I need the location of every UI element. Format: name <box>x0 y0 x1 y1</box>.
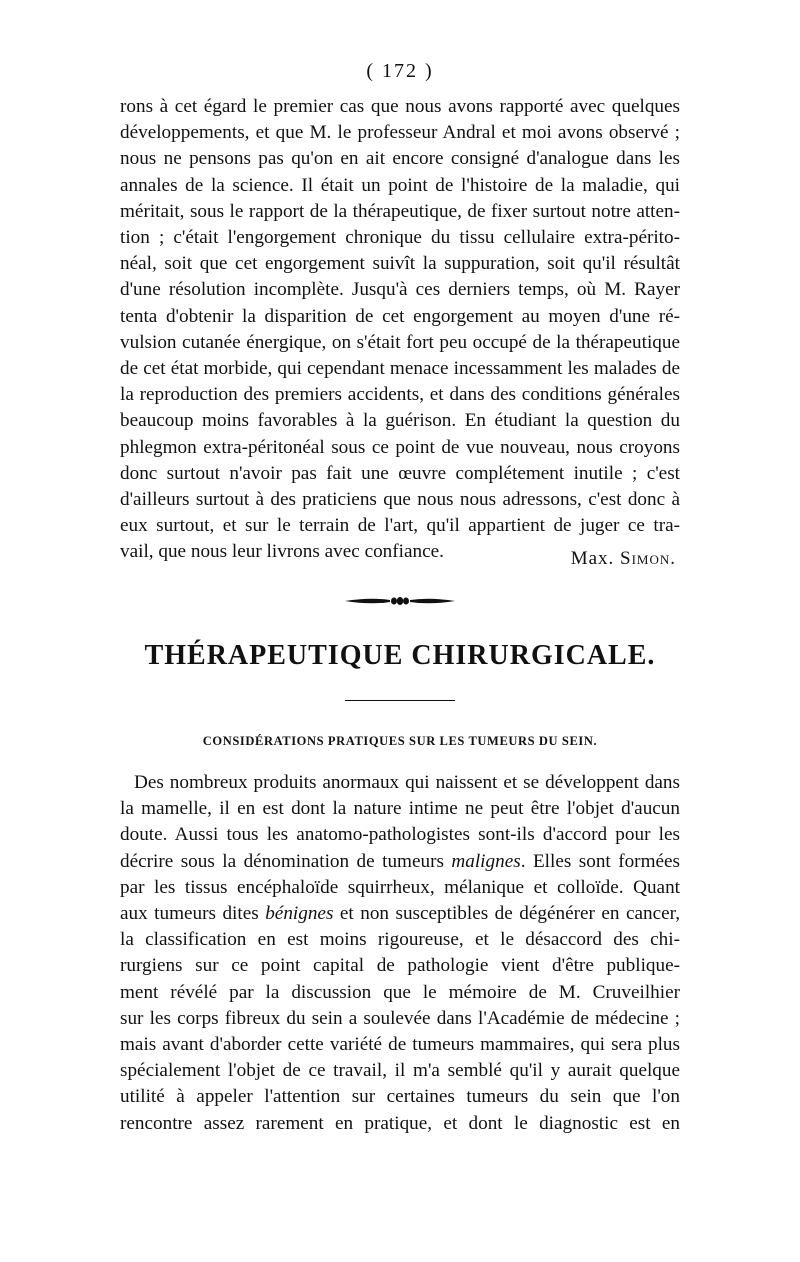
text-line: par les tissus encéphaloïde squirrheux, mélanique et colloïde. Quant <box>120 876 680 898</box>
text-line: doute. Aussi tous les anatomo-pathologistes sont-ils d'accord pour les <box>120 824 680 846</box>
text-line: d'ailleurs surtout à des praticiens que nous nous adressons, c'est donc à <box>120 489 680 511</box>
signature-initials: Max. <box>570 548 615 569</box>
text-line: d'une résolution incomplète. Jusqu'à ces derniers temps, où M. Rayer <box>120 279 680 301</box>
text-line: Des nombreux produits anormaux qui naissent et se développent dans <box>134 772 680 793</box>
text-line: annales de la science. Il était un point de l'histoire de la maladie, qui <box>120 174 680 196</box>
text-line: rurgiens sur ce point capital de pathologie vient d'être publique- <box>120 955 680 977</box>
text-line: nous ne pensons pas qu'on en ait encore consigné d'analogue dans les <box>120 148 680 170</box>
subsection-title: CONSIDÉRATIONS PRATIQUES SUR LES TUMEURS DU SEIN. <box>202 734 598 748</box>
text-segment: aux tumeurs dites <box>120 903 259 925</box>
text-line-with-emphasis <box>120 849 680 875</box>
article-paragraph <box>120 770 680 1137</box>
text-line: utilité à appeler l'attention sur certaines tumeurs du sein que l'on <box>120 1086 680 1108</box>
text-line: spécialement l'objet de ce travail, il m'a semblé qu'il y aurait quelque <box>120 1060 680 1082</box>
text-line: vulsion cutanée énergique, on s'était fort peu occupé de la thérapeutique <box>120 331 680 353</box>
title-rule <box>345 700 455 701</box>
author-signature <box>571 548 676 570</box>
text-line: de cet état morbide, qui cependant menace incessamment les malades de <box>120 358 680 380</box>
text-line: rons à cet égard le premier cas que nous avons rapporté avec quelques <box>120 96 680 117</box>
text-line: beaucoup moins favorables à la guérison. En étudiant la question du <box>120 410 680 432</box>
text-line: tenta d'obtenir la disparition de cet engorgement au moyen d'une ré- <box>120 305 680 327</box>
signature-name: Simon. <box>620 548 676 569</box>
ornamental-divider <box>345 594 455 608</box>
text-segment: décrire sous la dénomination de tumeurs <box>120 850 444 872</box>
page-number: ( 172 ) <box>366 60 434 82</box>
text-line: néal, soit que cet engorgement suivît la suppuration, soit qu'il résultât <box>120 253 680 275</box>
text-line: vail, que nous leur livrons avec confiance. <box>120 541 444 563</box>
closing-paragraph <box>120 94 680 566</box>
text-line: la mamelle, il en est dont la nature intime ne peut être l'objet d'aucun <box>120 798 680 820</box>
text-line: ment révélé par la discussion que le mémoire de M. Cruveilhier <box>120 981 680 1003</box>
text-line: rencontre assez rarement en pratique, et dont le diagnostic est en <box>120 1112 680 1134</box>
text-line: sur les corps fibreux du sein a soulevée dans l'Académie de médecine ; <box>120 1007 680 1029</box>
text-line: développements, et que M. le professeur Andral et moi avons observé ; <box>120 122 680 144</box>
text-line: la reproduction des premiers accidents, et dans des conditions générales <box>120 384 680 406</box>
emphasis-text: malignes <box>451 850 521 872</box>
text-line: méritait, sous le rapport de la thérapeutique, de fixer surtout notre atten- <box>120 200 680 222</box>
text-segment: et non susceptibles de dégénérer en cancer, <box>339 903 681 925</box>
text-line: donc surtout n'avoir pas fait une œuvre complétement inutile ; c'est <box>120 462 680 484</box>
text-line: mais avant d'aborder cette variété de tumeurs mammaires, qui sera plus <box>120 1034 680 1056</box>
text-line: phlegmon extra-péritonéal sous ce point de vue nouveau, nous croyons <box>120 436 680 458</box>
text-segment: . Elles sont formées <box>520 850 680 872</box>
text-line-with-emphasis <box>120 901 680 927</box>
text-line: tion ; c'était l'engorgement chronique du tissu cellulaire extra-périto- <box>120 227 680 249</box>
section-title: THÉRAPEUTIQUE CHIRURGICALE. <box>144 640 656 671</box>
text-line: la classification en est moins rigoureuse, et le désaccord des chi- <box>120 929 680 951</box>
text-line: eux surtout, et sur le terrain de l'art, qu'il appartient de juger ce tra- <box>120 515 680 537</box>
emphasis-text: bénignes <box>265 903 334 925</box>
